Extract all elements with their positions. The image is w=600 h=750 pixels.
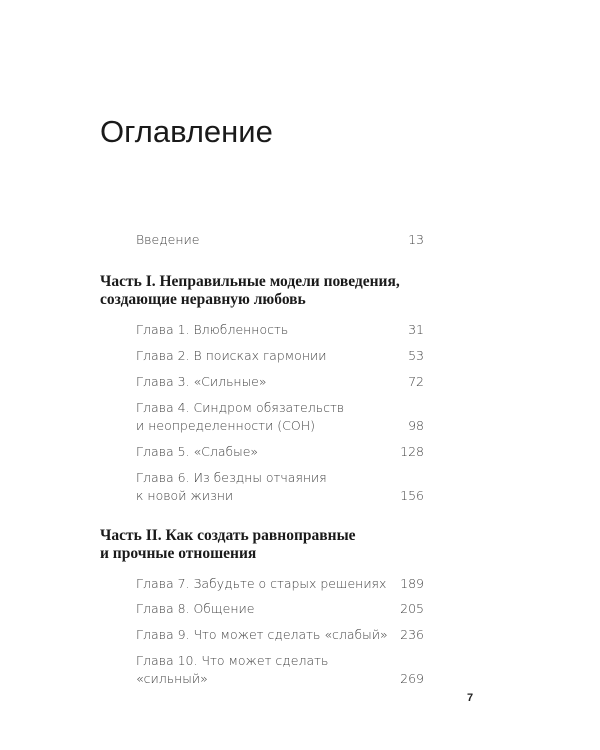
toc-entry-page: 98 [408, 418, 424, 433]
toc-entry-page: 205 [400, 601, 424, 616]
toc-entry-label: Глава 8. Общение [136, 601, 255, 616]
toc-entry-chapter-2[interactable] [136, 347, 424, 365]
page-title: Оглавление [100, 114, 273, 149]
toc-entry-page: 236 [400, 627, 424, 642]
toc-entry-chapter-1[interactable] [136, 321, 424, 339]
toc-entry-label: Глава 5. «Слабые» [136, 444, 259, 459]
toc-entry-chapter-6[interactable] [136, 469, 424, 505]
toc-part-1[interactable]: Часть I. Неправильные модели поведения, создающие неравную любовь [100, 273, 400, 308]
toc-entry-label: Глава 9. Что может сделать «слабый» [136, 627, 388, 642]
toc-entry-chapter-10[interactable] [136, 652, 424, 688]
toc-entry-label: Глава 6. Из бездны отчаяния к новой жизни [136, 470, 327, 503]
toc-entry-label: Глава 10. Что может сделать «сильный» [136, 653, 329, 686]
toc-entry-label: Глава 3. «Сильные» [136, 374, 267, 389]
toc-entry-label: Глава 1. Влюбленность [136, 322, 289, 337]
toc-entry-page: 156 [400, 488, 424, 503]
toc-entry-intro[interactable] [136, 231, 424, 249]
toc-entry-page: 128 [400, 444, 424, 459]
toc-part-2[interactable]: Часть II. Как создать равноправные и прочные отношения [100, 527, 356, 562]
toc-entry-chapter-8[interactable] [136, 600, 424, 618]
toc-entry-label: Глава 2. В поисках гармонии [136, 348, 327, 363]
page-number: 7 [467, 692, 474, 704]
toc-entry-page: 72 [408, 374, 424, 389]
toc-entry-chapter-5[interactable] [136, 443, 424, 461]
toc-entry-page: 13 [408, 232, 424, 247]
toc-entry-chapter-7[interactable] [136, 575, 424, 593]
toc-entry-page: 31 [408, 322, 424, 337]
toc-entry-label: Введение [136, 232, 200, 247]
toc-entry-chapter-3[interactable] [136, 373, 424, 391]
toc-entry-chapter-4[interactable] [136, 399, 424, 435]
toc-entry-label: Глава 7. Забудьте о старых решениях [136, 576, 387, 591]
toc-entry-page: 189 [400, 576, 424, 591]
toc-entry-page: 269 [400, 671, 424, 686]
toc-entry-page: 53 [408, 348, 424, 363]
toc-entry-chapter-9[interactable] [136, 626, 424, 644]
toc-entry-label: Глава 4. Синдром обязательств и неопределенности (СОН) [136, 400, 345, 433]
